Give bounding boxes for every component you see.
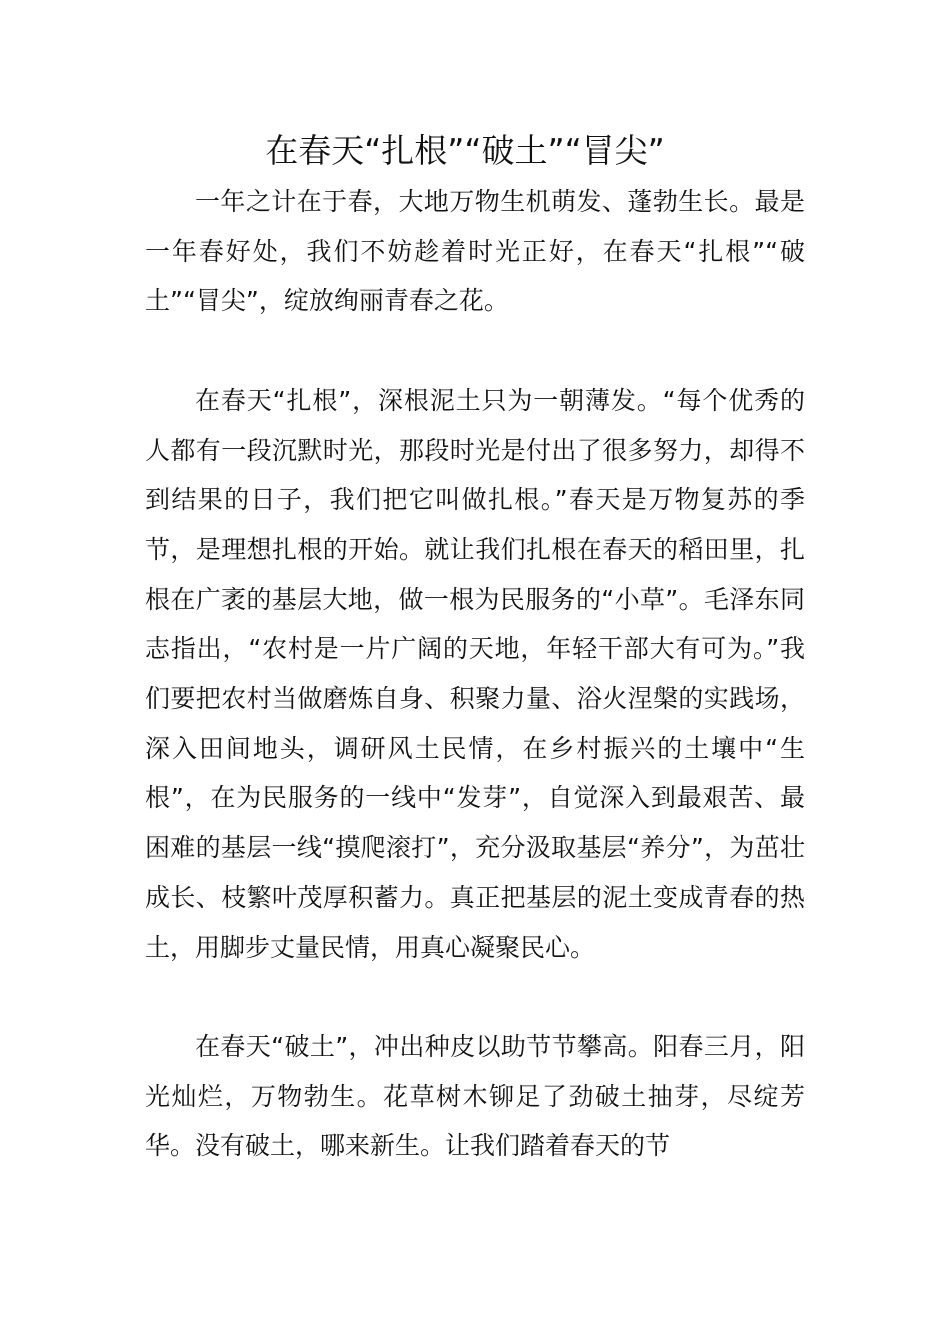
paragraph-rooting: 在春天“扎根”，深根泥土只为一朝薄发。“每个优秀的人都有一段沉默时光，那段时光是付出了很多努力，却得不到结果的日子，我们把它叫做扎根。”春天是万物复苏的季节，是理想扎根的开始。就让我们扎根在春天的稻田里，扎根在广袤的基层大地，做一根为民服务的“小草”。毛泽东同志指出，“农村是一片广阔的天地，年轻干部大有可为。”我们要把农村当做磨炼自身、积聚力量、浴火涅槃的实践场，深入田间地头，调研风土民情，在乡村振兴的土壤中“生根”，在为民服务的一线中“发芽”，自觉深入到最艰苦、最困难的基层一线“摸爬滚打”，充分汲取基层“养分”，为茁壮成长、枝繁叶茂厚积蓄力。真正把基层的泥土变成青春的热土，用脚步丈量民情，用真心凝聚民心。 — [145, 385, 805, 962]
paragraph-intro: 一年之计在于春，大地万物生机萌发、蓬勃生长。最是一年春好处，我们不妨趁着时光正好，在春天“扎根”“破土”“冒尖”，绽放绚丽青春之花。 — [145, 187, 805, 316]
paragraph-breaking-ground: 在春天“破土”，冲出种皮以助节节攀高。阳春三月，阳光灿烂，万物勃生。花草树木铆足了劲破土抽芽，尽绽芳华。没有破土，哪来新生。让我们踏着春天的节 — [145, 1031, 805, 1161]
paragraph-spacer — [145, 972, 805, 1022]
document-title: 在春天“扎根”“破土”“冒尖” — [265, 131, 665, 170]
paragraph-spacer — [145, 326, 805, 376]
document-body — [145, 177, 805, 1171]
